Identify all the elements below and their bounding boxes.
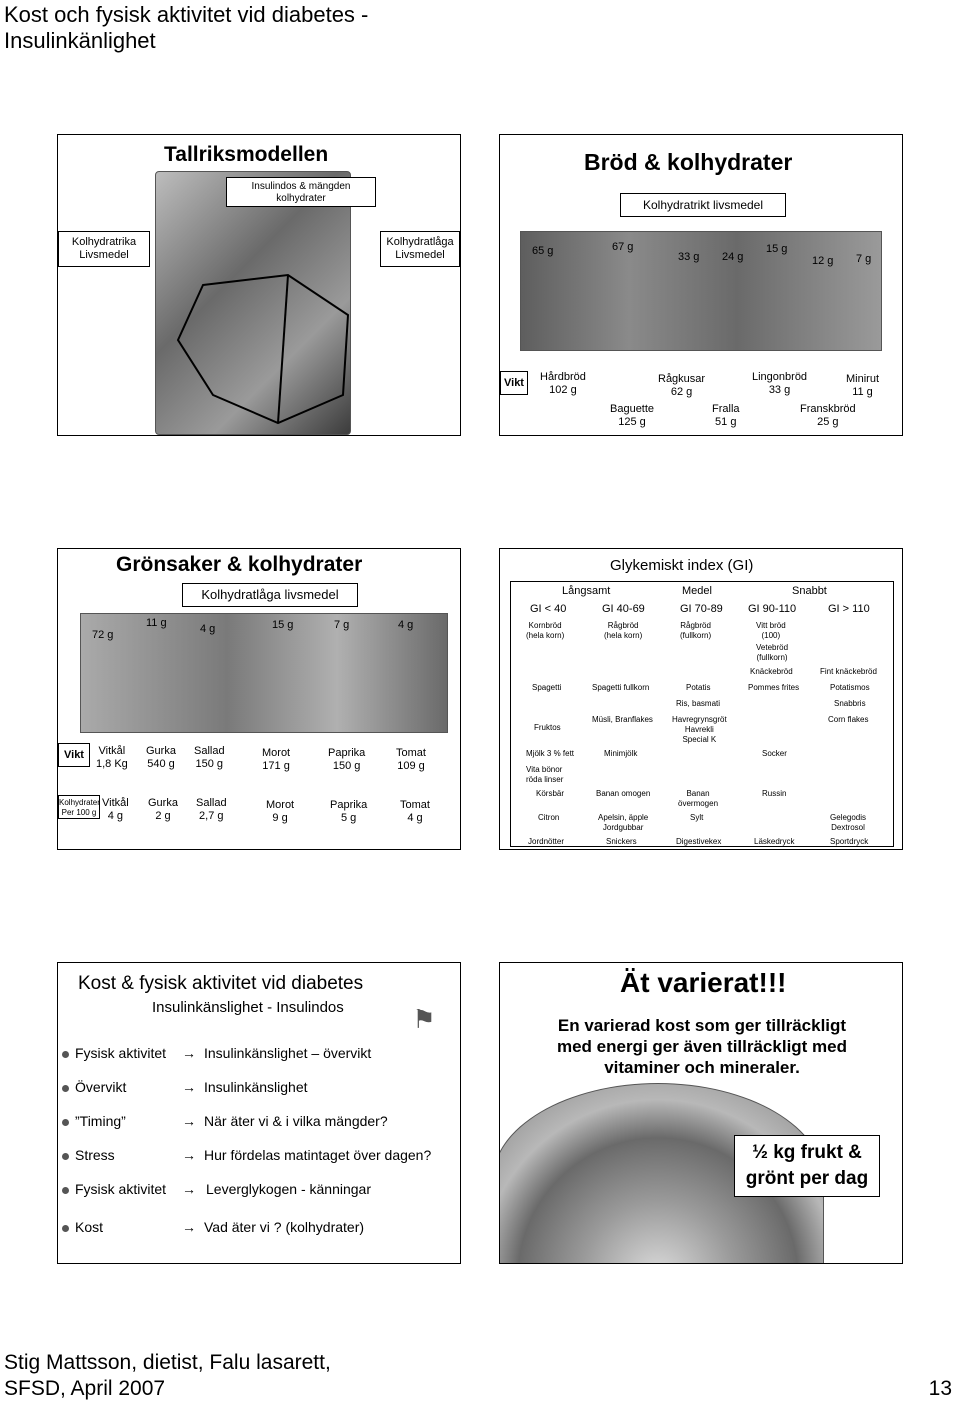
veg-row1: Vitkål 1,8 Kg xyxy=(96,745,128,770)
gi-cell: Knäckebröd xyxy=(750,667,793,676)
bullet-row: Stress xyxy=(62,1147,115,1164)
bread-item: Baguette 125 g xyxy=(610,403,655,428)
gi-cell: Kornbröd (hela korn) xyxy=(526,621,565,640)
gi-cell: Apelsin, äpple Jordgubbar xyxy=(598,813,649,832)
bread-item: Lingonbröd 33 g xyxy=(752,371,808,396)
veg-weight: 7 g xyxy=(334,619,350,631)
veg-weight: 72 g xyxy=(92,629,114,641)
bullet-icon xyxy=(62,1225,69,1232)
bread-weight: 24 g xyxy=(722,251,744,263)
gi-cell: Spagetti xyxy=(532,683,562,692)
bullet-icon xyxy=(62,1051,69,1058)
footer-line-2: SFSD, April 2007 xyxy=(4,1377,166,1400)
slide-kost-fysisk xyxy=(57,962,461,1264)
subtitle-line-2: kolhydrater xyxy=(276,193,326,204)
bread-weight: 67 g xyxy=(612,241,634,253)
gi-cell: Spagetti fullkorn xyxy=(592,683,650,692)
bullet-icon xyxy=(62,1119,69,1126)
veg-weight: 15 g xyxy=(272,619,294,631)
bullet-target: Insulinkänslighet xyxy=(204,1079,308,1095)
gi-cell: Rågbröd (hela korn) xyxy=(604,621,643,640)
carb-low-box xyxy=(380,231,460,267)
veg-row1: Morot 171 g xyxy=(262,747,291,772)
bread-weight: 7 g xyxy=(856,253,872,265)
subtitle-box xyxy=(226,177,376,207)
slide-brod xyxy=(499,134,903,436)
vikt-label: Vikt xyxy=(500,371,528,395)
gi-cell: Banan omogen xyxy=(596,789,651,798)
bread-weight: 65 g xyxy=(532,245,554,257)
veg-row2: Sallad 2,7 g xyxy=(196,797,227,822)
subtitle-line-1: Insulindos & mängden xyxy=(251,181,351,192)
fruit-box: ½ kg frukt & grönt per dag xyxy=(734,1135,880,1197)
slide-at-varierat xyxy=(499,962,903,1264)
carb-rich-line-1: Kolhydratrika xyxy=(71,236,137,248)
subtitle-box: Kolhydratrikt livsmedel xyxy=(620,193,786,217)
vikt-label: Vikt xyxy=(58,743,90,767)
carb-rich-line-2: Livsmedel xyxy=(79,249,129,261)
page-number: 13 xyxy=(928,1377,952,1400)
bullet-icon xyxy=(62,1153,69,1160)
slide-gi xyxy=(499,548,903,850)
slide-tallriksmodellen xyxy=(57,134,461,436)
gi-range: GI > 110 xyxy=(828,603,870,615)
veg-weight: 4 g xyxy=(200,623,216,635)
veg-row2: Gurka 2 g xyxy=(148,797,178,822)
gi-cell: Minimjölk xyxy=(604,749,638,758)
slide-title: Grönsaker & kolhydrater xyxy=(116,553,363,576)
gi-cell: Ris, basmati xyxy=(676,699,721,708)
bread-item: Franskbröd 25 g xyxy=(800,403,856,428)
footer xyxy=(4,1350,604,1402)
bread-item: Fralla 51 g xyxy=(712,403,740,428)
bullet-icon xyxy=(62,1085,69,1092)
gi-cell: Vita bönor röda linser xyxy=(526,765,564,784)
arrow-icon: → xyxy=(182,1045,196,1061)
gi-cell: Läskedryck xyxy=(754,837,795,846)
gi-cell: Gelegodis Dextrosol xyxy=(830,813,867,832)
footer-line-1: Stig Mattsson, dietist, Falu lasarett, xyxy=(4,1351,331,1374)
slide-text: En varierad kost som ger tillräckligt med energi ger även tillräckligt med vitaminer och mineraler. xyxy=(556,1016,848,1077)
gi-cell: Vetebröd (fullkorn) xyxy=(756,643,789,662)
slide-title: Kost & fysisk aktivitet vid diabetes xyxy=(78,973,364,994)
gi-cell: Müsli, Branflakes xyxy=(592,715,653,724)
veg-row2: Paprika 5 g xyxy=(330,799,368,824)
bread-photo xyxy=(520,231,882,351)
veg-row1: Paprika 150 g xyxy=(328,747,366,772)
bullet-row: ”Timing” xyxy=(62,1113,126,1130)
gi-cell: Sylt xyxy=(690,813,704,822)
subtitle-box: Kolhydratlåga livsmedel xyxy=(182,583,358,607)
bullet-target: Leverglykogen - känningar xyxy=(206,1181,371,1197)
gi-cell: Socker xyxy=(762,749,787,758)
gi-range: GI 40-69 xyxy=(602,603,645,615)
gi-cell: Rågbröd (fullkorn) xyxy=(680,621,712,640)
gi-cell: Snickers xyxy=(606,837,637,846)
arrow-icon: → xyxy=(182,1113,196,1129)
bullet-target: Insulinkänslighet – övervikt xyxy=(204,1045,372,1061)
slide-title: Glykemiskt index (GI) xyxy=(610,557,754,574)
bullet-target: När äter vi & i vilka mängder? xyxy=(204,1113,388,1129)
slide-subtitle: Insulinkänslighet - Insulindos xyxy=(152,999,344,1016)
bread-weight: 33 g xyxy=(678,251,700,263)
gi-cell: Pommes frites xyxy=(748,683,800,692)
gi-cell: Vitt bröd (100) xyxy=(756,621,786,640)
title-line-2: Insulinkänlighet xyxy=(4,28,156,53)
gi-cell: Russin xyxy=(762,789,787,798)
gi-cell: Fruktos xyxy=(534,723,561,732)
arrow-icon: → xyxy=(182,1147,196,1163)
bread-item: Rågkusar 62 g xyxy=(658,373,706,398)
gi-cell: Potatismos xyxy=(830,683,870,692)
bullet-target: Hur fördelas matintaget över dagen? xyxy=(204,1147,432,1163)
veg-row2: Morot 9 g xyxy=(266,799,295,824)
veg-row2: Vitkål 4 g xyxy=(102,797,129,822)
plate-outline xyxy=(158,245,358,425)
bullet-row: Fysisk aktivitet xyxy=(62,1045,166,1062)
gi-range: GI < 40 xyxy=(530,603,567,615)
carb-rich-box xyxy=(58,231,150,267)
bread-weight: 15 g xyxy=(766,243,788,255)
athlete-icon: ⚑ xyxy=(412,1004,436,1034)
veg-weight: 11 g xyxy=(146,617,167,629)
per100-label: Kolhydrater Per 100 g xyxy=(58,795,100,819)
veg-weight: 4 g xyxy=(398,619,414,631)
bullet-row: Övervikt xyxy=(62,1079,126,1096)
title-line-1: Kost och fysisk aktivitet vid diabetes - xyxy=(4,2,369,27)
bread-weight: 12 g xyxy=(812,255,834,267)
slide-title: Tallriksmodellen xyxy=(164,143,329,166)
vegetable-photo xyxy=(80,613,448,733)
slide-title: Ät varierat!!! xyxy=(620,967,787,998)
gi-range: GI 90-110 xyxy=(748,603,797,615)
bread-item: Minirut 11 g xyxy=(846,373,880,398)
veg-row2: Tomat 4 g xyxy=(400,799,430,824)
bread-item: Hårdbröd 102 g xyxy=(540,371,586,396)
arrow-icon: → xyxy=(182,1079,196,1095)
gi-cell: Körsbär xyxy=(536,789,565,798)
gi-cell: Citron xyxy=(538,813,560,822)
bullet-icon xyxy=(62,1187,69,1194)
veg-row1: Sallad 150 g xyxy=(194,745,225,770)
gi-cell: Mjölk 3 % fett xyxy=(526,749,575,758)
arrow-icon: → xyxy=(182,1181,196,1197)
gi-cell: Digestivekex xyxy=(676,837,722,846)
gi-cell: Banan övermogen xyxy=(678,789,719,808)
bullet-target: Vad äter vi ? (kolhydrater) xyxy=(204,1219,365,1235)
carb-low-line-2: Livsmedel xyxy=(395,249,445,261)
veg-row1: Gurka 540 g xyxy=(146,745,176,770)
bullet-row: Kost xyxy=(62,1219,103,1236)
gi-cell: Havregrynsgröt Havrekli Special K xyxy=(672,715,727,744)
gi-cell: Jordnötter xyxy=(528,837,565,846)
bullet-row: Fysisk aktivitet xyxy=(62,1181,166,1198)
slide-title: Bröd & kolhydrater xyxy=(584,149,793,175)
arrow-icon: → xyxy=(182,1219,196,1235)
gi-cell: Corn flakes xyxy=(828,715,869,724)
gi-cell: Fint knäckebröd xyxy=(820,667,877,676)
gi-cell: Snabbris xyxy=(834,699,866,708)
document-title xyxy=(4,2,464,54)
slide-gronsaker xyxy=(57,548,461,850)
gi-medel: Medel xyxy=(682,585,712,597)
veg-row1: Tomat 109 g xyxy=(396,747,426,772)
gi-snabbt: Snabbt xyxy=(792,585,827,597)
gi-cell: Sportdryck xyxy=(830,837,869,846)
gi-cell: Potatis xyxy=(686,683,711,692)
gi-range: GI 70-89 xyxy=(680,603,723,615)
carb-low-line-1: Kolhydratlåga xyxy=(386,236,454,248)
gi-langsamt: Långsamt xyxy=(562,585,611,597)
